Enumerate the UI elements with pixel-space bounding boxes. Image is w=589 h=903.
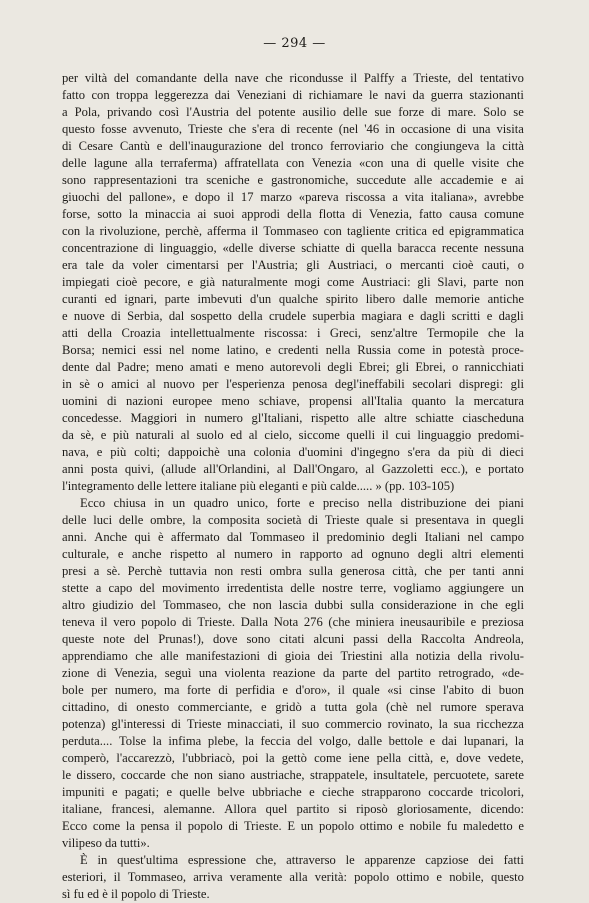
text-line: perduta.... Tolse la infima plebe, la feccia del volgo, dalle bettole e dai lupanari, la xyxy=(62,734,524,748)
text-line: zione di Venezia, seguì una violenta reazione da parte del partito retrogrado, «de- xyxy=(62,666,524,680)
text-line: anni posta quivi, (allude all'Orlandini, al Dall'Ongaro, al Gazzoletti ecc.), e portato xyxy=(62,462,524,476)
paragraph xyxy=(62,495,524,852)
text-line: atti della Croazia intellettualmente riscossa: i Greci, senz'altre Termopile che la xyxy=(62,326,524,340)
text-line: culturale, e anche rispetto al numero in rapporto ad ognuno degli altri elementi xyxy=(62,547,524,561)
text-line: delle luci delle ombre, la composita società di Trieste quale si presentava in quegli xyxy=(62,513,524,527)
text-line: curanti ed ignari, parte imbevuti d'un qualche spirito libero dalle memorie antiche xyxy=(62,292,524,306)
text-line: italiane, francesi, alemanne. Allora quel partito si riposò gloriosamente, dicendo: xyxy=(62,802,524,816)
text-line: forse, sotto la minaccia ai suoi approdi della flotta di Venezia, fatto causa comune xyxy=(62,207,524,221)
text-line: Borsa; nemici essi nel nome latino, e credenti nella Russia come in potestà proce- xyxy=(62,343,524,357)
text-line: uomini di nazioni europee meno schiave, propensi all'Italia quanto la mercatura xyxy=(62,394,524,408)
text-line: altro giudizio del Tommaseo, che non lascia dubbi sulla considerazione in che egli xyxy=(62,598,524,612)
text-line: esteriori, il Tommaseo, arriva veramente alla verità: popolo ottimo e nobile, questo xyxy=(62,870,524,884)
text-line: concentrazione di linguaggio, «delle diverse schiatte di quella baracca recente nessuna xyxy=(62,241,524,255)
text-line: e nuove di Serbia, dal sospetto della crudele superbia magiara e dagli scritti e dagli xyxy=(62,309,524,323)
text-line: sono rappresentazioni tra sceniche e gastronomiche, succedute alle accademie e ai xyxy=(62,173,524,187)
text-line: cittadino, di onesto commerciante, e gridò a tutta gola (chè nel rumore sperava xyxy=(62,700,524,714)
text-line: stette a capo del movimento irredentista delle nostre terre, vogliamo aggiungere un xyxy=(62,581,524,595)
text-line: Ecco chiusa in un quadro unico, forte e preciso nella distribuzione dei piani xyxy=(80,496,524,510)
paragraph xyxy=(62,70,524,495)
body-text xyxy=(62,70,524,903)
paragraph xyxy=(62,852,524,903)
text-line: da sè, e più naturali al suolo ed al cielo, siccome quelli il cui linguaggio predomi- xyxy=(62,428,524,442)
text-line: bole per numero, ma forte di perfidia e d'oro», il quale «si cinse l'abito di buon xyxy=(62,683,524,697)
page-number: — 294 — xyxy=(263,36,326,51)
text-line: con la rivoluzione, perchè, afferma il Tommaseo con tagliente critica ed epigrammatica xyxy=(62,224,524,238)
text-line: queste note del Prunas!), dove sono citati alcuni passi della Raccolta Andreola, xyxy=(62,632,524,646)
text-line: nava, e più colti; dappoichè una colonia d'uomini d'ingegno s'era da più di dieci xyxy=(62,445,524,459)
text-line: anni. Anche qui è affermato dal Tommaseo il predominio degli Italiani nel campo xyxy=(62,530,524,544)
text-line: impiegati cioè pecore, e già naturalmente mogi come Austriaci: gli Slavi, parte non xyxy=(62,275,524,289)
text-line: fatto con troppa leggerezza dai Veneziani di richiamare le navi da guerra stazionanti xyxy=(62,88,524,102)
text-line: le dissero, coccarde che non siano austriache, strappatele, insultatele, percuotete, sarete xyxy=(62,768,524,782)
text-line: È in quest'ultima espressione che, attraverso le apparenze capziose dei fatti xyxy=(80,853,524,867)
text-line: sì fu ed è il popolo di Trieste. xyxy=(62,887,210,901)
text-line: era tale da voler cimentarsi per l'Austria; gli Austriaci, o mercanti cioè cauti, o xyxy=(62,258,524,272)
text-line: presi a sè. Perchè tuttavia non resti ombra sulla generosa città, che per tanti anni xyxy=(62,564,524,578)
text-line: delle lagune alla terraferma) affratellata con Venezia «con una di quelle visite che xyxy=(62,156,524,170)
text-line: vilipeso da tutti». xyxy=(62,836,150,850)
text-line: concedesse. Maggiori in numero gl'Italiani, rispetto alle altre schiatte ciascheduna xyxy=(62,411,524,425)
text-line: apprendiamo che alle manifestazioni di gioia dei Triestini alla notizia della rivolu- xyxy=(62,649,524,663)
text-line: potenza) gl'interessi di Trieste minacciati, il suo commercio rovinato, la sua ricchezza xyxy=(62,717,524,731)
text-line: l'integramento delle lettere italiane più eleganti e più calde..... » (pp. 103-105) xyxy=(62,479,455,493)
text-line: Ecco come la pensa il popolo di Trieste. E un popolo ottimo e nobile fu maledetto e xyxy=(62,819,524,833)
text-line: per viltà del comandante della nave che ricondusse il Palffy a Trieste, del tentativo xyxy=(62,71,524,85)
text-line: comperò, l'accarezzò, l'ubbriacò, poi la gettò come iene pella città, e, dove vedete, xyxy=(62,751,524,765)
text-line: a Pola, privando così l'Austria del potente ausilio delle sue forze di mare. Solo se xyxy=(62,105,524,119)
text-line: di Cesare Cantù e dell'inaugurazione del tronco ferroviario che congiungeva la città xyxy=(62,139,524,153)
text-line: dente dal Padre; meno amati e meno autorevoli degli Ebrei; gli Ebrei, o rannicchiati xyxy=(62,360,524,374)
text-line: questo fosse avvenuto, Trieste che s'era di recente (nel '46 in occasione di una visita xyxy=(62,122,524,136)
text-line: giuochi del pallone», e dopo il 17 marzo «pareva riscossa a vita italiana», avrebbe xyxy=(62,190,524,204)
text-line: teneva il vero popolo di Trieste. Dalla Nota 276 (che miniera ineusauribile e preziosa xyxy=(62,615,524,629)
text-line: impuniti e pagati; e quelle belve ubbriache e cieche strapparono coccarde tricolori, xyxy=(62,785,524,799)
text-line: in sè o amici al nuovo per l'esperienza penosa degl'ineffabili secolari dispregi: gli xyxy=(62,377,524,391)
